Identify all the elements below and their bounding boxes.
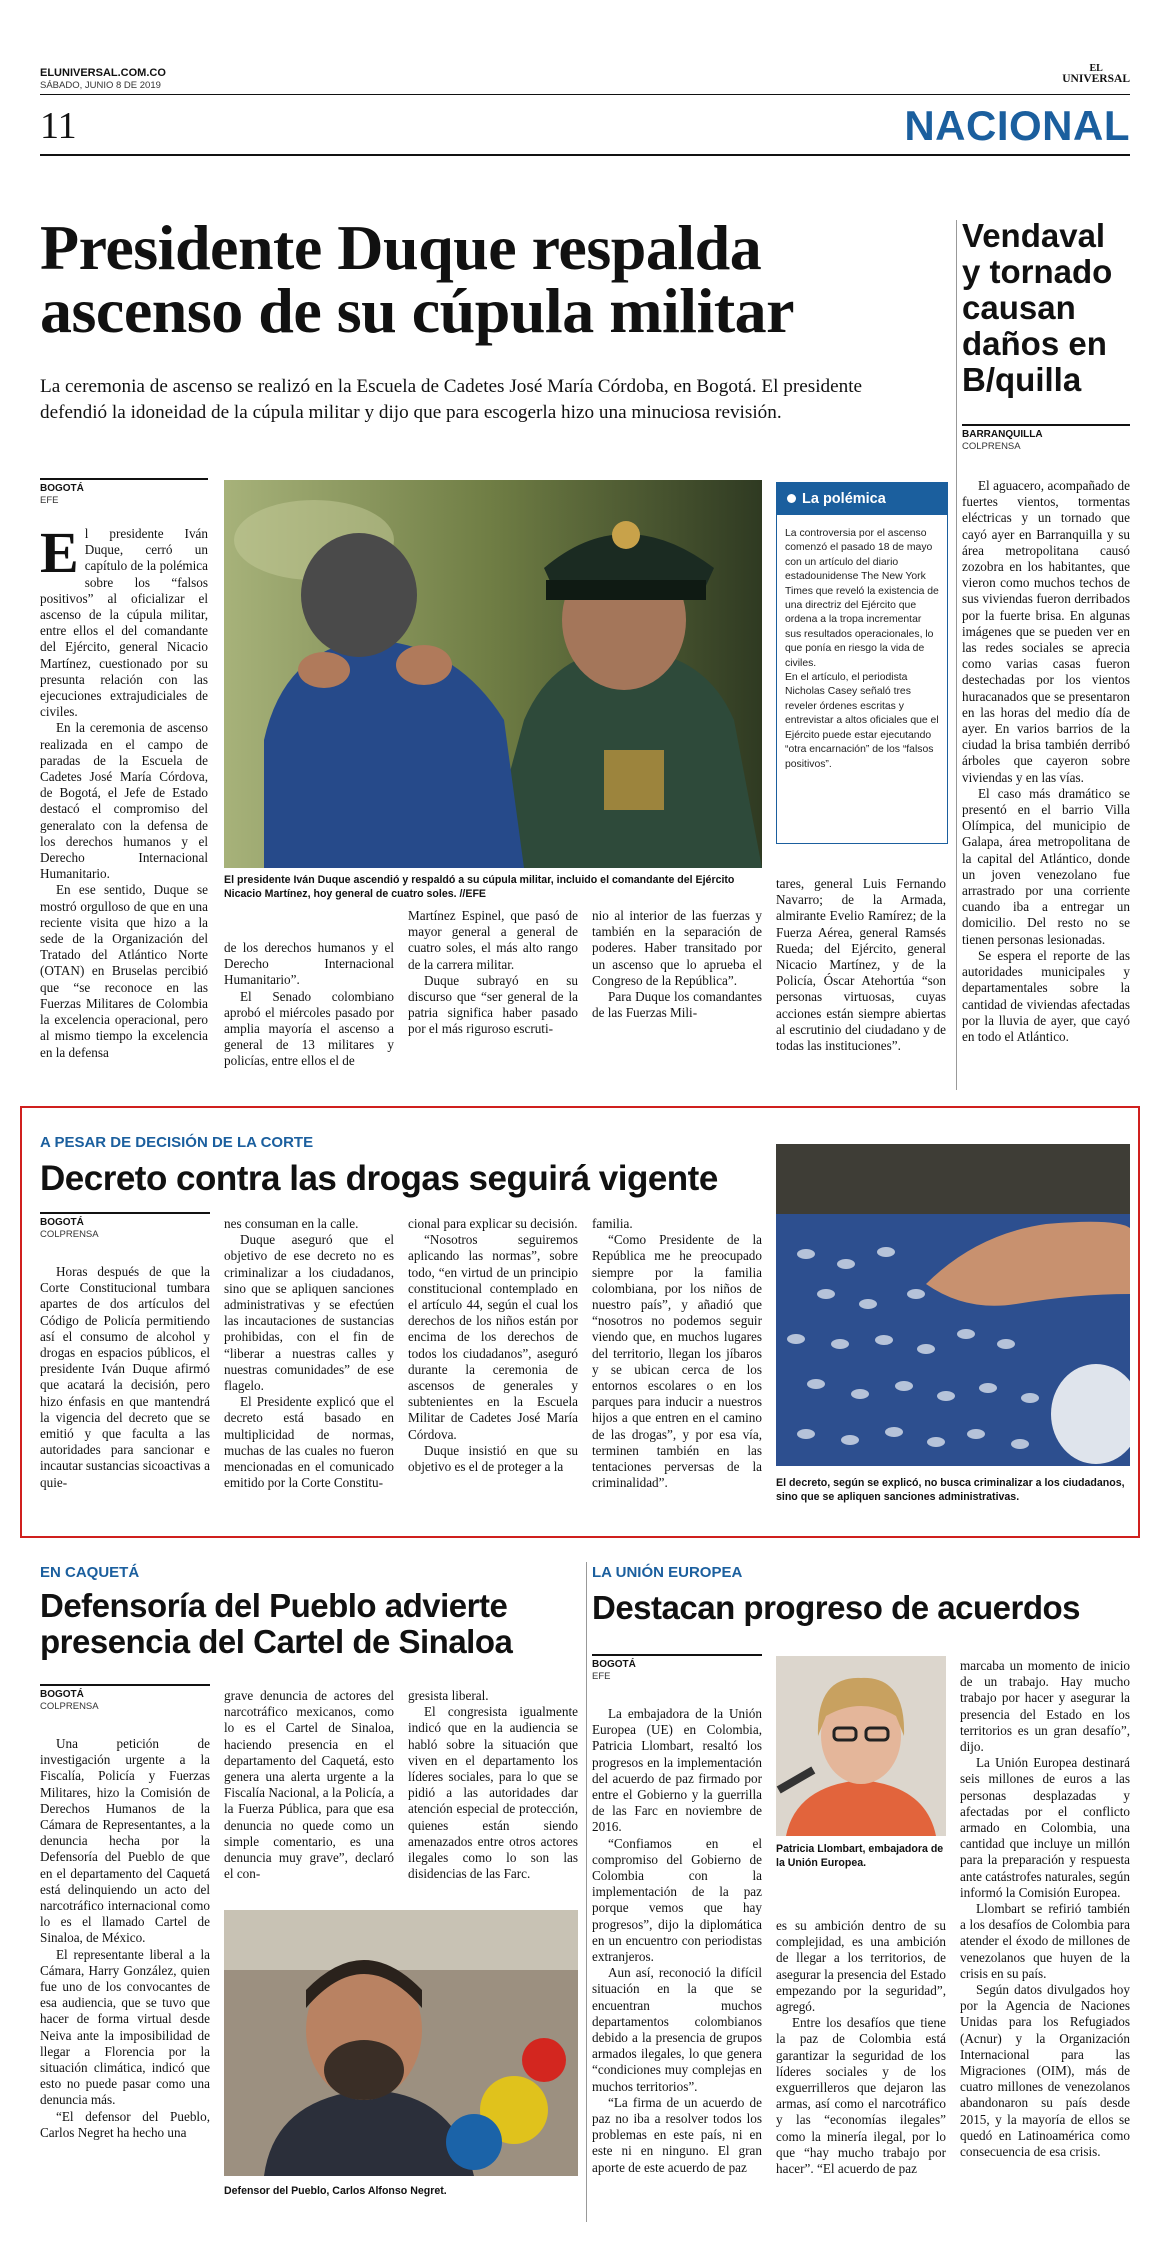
- polemica-p0: La controversia por el ascenso comenzó el pasado 18 de mayo con un artículo del diario estadounidense The New York Times que reveló la existencia de una directriz del Ejército que ordena a la tropa incrementar sus resultados operacionales, lo que ponía en riesgo la vida de civiles.: [785, 528, 939, 669]
- main-col2-p1: El Senado colombiano aprobó el miércoles pasado por amplia mayoría el ascenso a general de 13 militares y policías, entre ellos el de: [224, 988, 394, 1069]
- cartel-photo-caption: Defensor del Pueblo, Carlos Alfonso Negret.: [224, 2185, 447, 2197]
- negret-portrait-image: [224, 1910, 578, 2176]
- polemica-title: La polémica: [802, 491, 886, 507]
- right-headline: Vendaval y tornado causan daños en B/quilla: [962, 217, 1113, 398]
- eu-col-2: [776, 1918, 946, 2177]
- right-col: [962, 478, 1130, 1045]
- main-col4-p0: nio al interior de las fuerzas y también en la separación de poderes. Haber transitado por un ascenso que lo aprueba el Congreso de la República”.: [592, 908, 762, 988]
- polemica-dot-icon: [787, 494, 796, 503]
- eu-kicker: LA UNIÓN EUROPEA: [592, 1564, 743, 1581]
- masthead-date: SÁBADO, JUNIO 8 DE 2019: [40, 80, 161, 91]
- main-byline-agency: EFE: [40, 495, 59, 506]
- right-byline-city: BARRANQUILLA: [962, 429, 1043, 440]
- masthead-site: ELUNIVERSAL.COM.CO: [40, 67, 166, 79]
- eu-photo: [776, 1656, 946, 1836]
- eu-col-1: [592, 1706, 762, 2176]
- right-p2: Se espera el reporte de las autoridades municipales y departamentales sobre la cantidad de viviendas afectadas por la lluvia de ayer, que cayó en todo el Atlántico.: [962, 947, 1130, 1044]
- eu-byline-city: BOGOTÁ: [592, 1659, 636, 1670]
- drug-col1-p0: Horas después de que la Corte Constitucional tumbara apartes de dos artículos del Código de Policía permitiendo así el consumo de alcohol y drogas en espacios públicos, el presidente Iván Duque afirmó que acatará la decisión, pero hizo énfasis en que mantendrá la vigencia del decreto que se emitió y que faculta a las autoridades para sancionar e incautar sustancias sicoactivas a quie-: [40, 1264, 210, 1490]
- drug-col2-p1: Duque aseguró que el objetivo de ese decreto no es criminalizar a los ciudadanos, sino que se apliquen sanciones administrativas y se efectúen las incautaciones de sustancias prohibidas, con el fin de “liberar a nuestras calles y nuestras comunidades” de ese flagelo.: [224, 1232, 394, 1394]
- logo: [1062, 64, 1130, 84]
- right-byline-agency: COLPRENSA: [962, 441, 1021, 452]
- main-col1-p2: En ese sentido, Duque se mostró orgulloso de que en una reciente visita que hizo a la sede de la Organización del Tratado del Atlántico Norte (OTAN) en Bruselas percibió que “se reconoce en las Fuerzas Militares de Colombia la excelencia operacional, pero al mismo tiempo la excelencia en la defensa: [40, 882, 208, 1060]
- drug-col3-p0: cional para explicar su decisión.: [408, 1216, 578, 1231]
- right-p1: El caso más dramático se presentó en el barrio Villa Olímpica, del municipio de Galapa, área metropolitana de la capital del Atlántico, donde un joven venezolano fue arrastrado por una corriente cuando iba a entregar un domicilio. Del resto no se tienen personas lesionadas.: [962, 785, 1130, 947]
- drug-col3-p2: Duque insistió en que su objetivo es el de proteger a la: [408, 1442, 578, 1475]
- logo-bottom: UNIVERSAL: [1062, 73, 1130, 85]
- main-col5-p0: tares, general Luis Fernando Navarro; de la Armada, almirante Evelio Ramírez; de la Fuerza Aérea, general Ramsés Rueda; del Ejército, general Nicacio Martínez, y de la Policía, Óscar Atehortúa “son personas virtuosas, cuyas acciones están siempre abiertas al escrutinio del ciudadano y de todas las instituciones”.: [776, 876, 946, 1054]
- main-photo: [224, 480, 762, 868]
- logo-top: EL: [1089, 63, 1103, 74]
- drug-headline: Decreto contra las drogas seguirá vigente: [40, 1159, 718, 1198]
- header-rule: [40, 94, 1130, 95]
- polemica-p1: En el artículo, el periodista Nicholas Casey señaló tres reveler órdenes escritas y entrevistar a altos oficiales que el Ejército puede estar ejecutando “otra encarnación” de los “falsos positivos”.: [785, 672, 939, 770]
- right-p0: El aguacero, acompañado de fuertes vientos, tormentas eléctricas y un tornado que cayó ayer en Barranquilla y su área metropolitana causó zozobra en los habitantes, que vieron como muchos techos de sus viviendas fueron derribados por la fuerte brisa. En algunas imágenes que se pueden ver en las redes sociales se aprecia como varias casas fueron destechadas por los vientos huracanados que se presentaron en las horas del medio día de ayer. En varios barrios de la ciudad la brisa también derribó árboles que cayeron sobre viviendas y en las vías.: [962, 478, 1130, 785]
- cartel-byline: [40, 1684, 210, 1713]
- drug-col4-p1: “Como Presidente de la República me he preocupado siempre por la familia colombiana, por los niños de nuestro país”, y añadió que “nosotros no podemos seguir viendo que, en muchos lugares del territorio, llegan los jíbaros y se ubican cerca de los entornos escolares o en los parques para inducir a nuestros hijos a que entren en el camino de las drogas”, y por esa vía, terminen también en las tentaciones perversas de la criminalidad”.: [592, 1232, 762, 1491]
- polemica-body: [777, 515, 947, 772]
- page-number: 11: [40, 105, 77, 147]
- main-col-3: [408, 908, 578, 1038]
- main-col2-p0: de los derechos humanos y el Derecho Internacional Humanitario”.: [224, 940, 394, 988]
- drug-col2-p2: El Presidente explicó que el decreto está basado en multiplicidad de normas, muchas de las cuales no fueron mencionadas en el comunicado emitido por la Corte Constitu-: [224, 1394, 394, 1491]
- cartel-col1-p0: Una petición de investigación urgente a la Fiscalía, Policía y Fuerzas Militares, hizo la Comisión de Derechos Humanos de la Cámara de Representantes, a la denuncia hecha por la Defensoría del Pueblo de que en el departamento del Caquetá está delinquiendo un acto del narcotráfico internacional como lo es el llamado Cartel de Sinaloa, de México.: [40, 1736, 210, 1946]
- cartel-col1-p1: El representante liberal a la Cámara, Harry González, quien fue uno de los convocantes de esa audiencia, que se tuvo que hacer de forma virtual desde Neiva ante la imposibilidad de llegar a Florencia por la situación climática, indicó que esto no puede pasar como una denuncia más.: [40, 1946, 210, 2108]
- drug-col-4: [592, 1216, 762, 1491]
- drug-col2-p0: nes consuman en la calle.: [224, 1216, 359, 1231]
- drug-byline-city: BOGOTÁ: [40, 1217, 84, 1228]
- section-title: NACIONAL: [904, 102, 1130, 149]
- drug-col-3: [408, 1216, 578, 1475]
- cartel-col-1: [40, 1736, 210, 2141]
- cartel-col3-p1: El congresista igualmente indicó que en la audiencia se habló sobre la situación que viven en el departamento los líderes sociales, para lo que se pidió a las autoridades dar atención especial de protección, quienes están siendo amenazados entre otros actores ilegales como lo son las disidencias de las Farc.: [408, 1704, 578, 1882]
- drug-kicker: A PESAR DE DECISIÓN DE LA CORTE: [40, 1134, 314, 1151]
- main-col1-p1: En la ceremonia de ascenso realizada en el campo de paradas de la Escuela de Cadetes José María Córdova, de Bogotá, el Jefe de Estado destacó el compromiso del generalato con la defensa de los derechos humanos y el Derecho Internacional Humanitario.: [40, 720, 208, 882]
- eu-col1-p2: Aun así, reconoció la difícil situación en la que se encuentran muchos departamentos colombianos debido a la presencia de grupos armados ilegales, lo que genera “condiciones muy complejas en muchos territorios”.: [592, 1965, 762, 2094]
- eu-col2-p1: Entre los desafíos que tiene la paz de Colombia está garantizar la seguridad de los líderes sociales y de los exguerrilleros que dejaron las armas, así como el narcotráfico y las “economías ilegales” como la minería ilegal, por lo que “hay mucho trabajo por hacer”. “El acuerdo de paz: [776, 2015, 946, 2177]
- main-col3-p1: Duque subrayó en su discurso que “ser general de la patria significa haber pasado por el más riguroso escruti-: [408, 972, 578, 1037]
- seized-drugs-image: [776, 1144, 1130, 1466]
- cartel-headline: Defensoría del Pueblo advierte presencia del Cartel de Sinaloa: [40, 1587, 513, 1660]
- eu-col3-p1: La Unión Europea destinará seis millones de euros a las personas desplazadas y afectadas por el conflicto armado en Colombia, una cantidad que incluye un millón para la preparación y respuesta ante catástrofes naturales, según informó la Comisión Europea.: [960, 1755, 1130, 1900]
- main-col-1: [40, 520, 208, 1061]
- polemica-header: [777, 483, 947, 515]
- drug-col4-p0: familia.: [592, 1216, 633, 1231]
- main-col1-p0: l presidente Iván Duque, cerró un capítulo de la polémica sobre los “falsos positivos” al oficializar el ascenso de la cúpula militar, entre ellos el del comandante del Ejército, general Nicacio Martínez, cuestionado por su presunta relación con las ejecuciones extrajudiciales de civiles.: [40, 526, 208, 720]
- right-byline: [962, 424, 1130, 453]
- cartel-col1-p2: “El defensor del Pueblo, Carlos Negret ha hecho una: [40, 2108, 210, 2140]
- drug-col-1: [40, 1264, 210, 1491]
- main-col-5: [776, 876, 946, 1054]
- main-col4-p1: Para Duque los comandantes de las Fuerzas Mili-: [592, 989, 762, 1021]
- cartel-byline-agency: COLPRENSA: [40, 1701, 99, 1712]
- right-divider: [956, 220, 957, 1090]
- dropcap: E: [40, 520, 79, 585]
- eu-col3-p2: Llombart se refirió también a los desafíos de Colombia para atender el éxodo de millones de venezolanos que huyen de la crisis en su país.: [960, 1901, 1130, 1981]
- main-col-4: [592, 908, 762, 1021]
- polemica-box: [776, 482, 948, 844]
- main-col-2: [224, 940, 394, 1070]
- eu-col1-p0: La embajadora de la Unión Europea (UE) en Colombia, Patricia Llombart, resaltó los progresos en la implementación del acuerdo de paz firmado por entre el Gobierno y la guerrilla de las Farc en noviembre de 2016.: [592, 1706, 762, 1835]
- cartel-col-3: [408, 1688, 578, 1882]
- section-rule: [40, 154, 1130, 156]
- eu-col1-p1: “Confiamos en el compromiso del Gobierno de Colombia con la implementación de la paz porque vemos que hay progresos”, dijo la diplomática en un encuentro con periodistas extranjeros.: [592, 1835, 762, 1965]
- military-ceremony-image: [224, 480, 762, 868]
- eu-col1-p3: “La firma de un acuerdo de paz no iba a resolver todos los problemas en este país, ni en este ni en ninguno. El gran aporte de este acuerdo de paz: [592, 2094, 762, 2175]
- drug-photo-caption: El decreto, según se explicó, no busca criminalizar a los ciudadanos, sino que se apliquen sanciones administrativas.: [776, 1477, 1125, 1503]
- main-byline-city: BOGOTÁ: [40, 483, 84, 494]
- eu-byline-agency: EFE: [592, 1671, 611, 1682]
- llombart-portrait-image: [776, 1656, 946, 1836]
- cartel-col3-p0: gresista liberal.: [408, 1688, 489, 1703]
- cartel-kicker: EN CAQUETÁ: [40, 1564, 140, 1581]
- drug-col3-p1: “Nosotros seguiremos aplicando las normas”, sobre todo, “en virtud de un principio constitucional contemplado en el artículo 44, según el cual los derechos de los niños están por encima de los derechos de todos los ciudadanos”, aseguró durante la ceremonia de ascensos de generales y subtenientes en la Escuela Militar de Cadetes José María Córdova.: [408, 1232, 578, 1442]
- eu-headline: Destacan progreso de acuerdos: [592, 1589, 1081, 1626]
- eu-col2-p0: es su ambición dentro de su complejidad, es una ambición de llegar a los territorios, de asegurar la presencia del Estado empezando por la seguridad”, agregó.: [776, 1918, 946, 2015]
- eu-col3-p0: marcaba un momento de inicio de un trabajo. Hay mucho trabajo por hacer y asegurar la presencia del Estado en los territorios es un gran desafío”, dijo.: [960, 1658, 1130, 1755]
- main-headline: Presidente Duque respalda ascenso de su cúpula militar: [40, 212, 795, 346]
- drug-col-2: [224, 1216, 394, 1491]
- drug-byline-agency: COLPRENSA: [40, 1229, 99, 1240]
- drug-byline: [40, 1212, 210, 1241]
- eu-byline: [592, 1654, 762, 1683]
- cartel-byline-city: BOGOTÁ: [40, 1689, 84, 1700]
- eu-divider: [586, 1562, 587, 2222]
- main-byline: [40, 478, 208, 507]
- eu-col-3: [960, 1658, 1130, 2160]
- cartel-photo: [224, 1910, 578, 2176]
- main-photo-caption: El presidente Iván Duque ascendió y respaldó a su cúpula militar, incluido el comandante del Ejército Nicacio Martínez, hoy general de cuatro soles. //EFE: [224, 874, 735, 900]
- main-deck: La ceremonia de ascenso se realizó en la Escuela de Cadetes José María Córdoba, en Bogotá. El presidente defendió la idoneidad de la cúpula militar y dijo que para escogerla hizo una minuciosa revisión.: [40, 376, 863, 423]
- eu-photo-caption: Patricia Llombart, embajadora de la Unión Europea.: [776, 1843, 944, 1869]
- drug-photo: [776, 1144, 1130, 1466]
- cartel-col2-p0: grave denuncia de actores del narcotráfico mexicanos, como lo es el Cartel de Sinaloa, haciendo presencia en el departamento del Caquetá, esto genera una alerta urgente a la Fiscalía Nacional, a la Policía, a la Fuerza Pública, para que esa denuncia no quede como un simple comentario, es una denuncia muy grave”, declaró el con-: [224, 1688, 394, 1882]
- cartel-col-2: [224, 1688, 394, 1882]
- eu-col3-p3: Según datos divulgados hoy por la Agencia de Naciones Unidas para los Refugiados (Acnur) y la Organización Internacional para las Migraciones (OIM), más de cuatro millones de venezolanos abandonaron su país desde 2015, y la mayoría de ellos se quedó en Latinoamérica como consecuencia de esa crisis.: [960, 1982, 1130, 2160]
- main-col3-p0: Martínez Espinel, que pasó de mayor general a general de cuatro soles, el más alto rango de la carrera militar.: [408, 908, 578, 972]
